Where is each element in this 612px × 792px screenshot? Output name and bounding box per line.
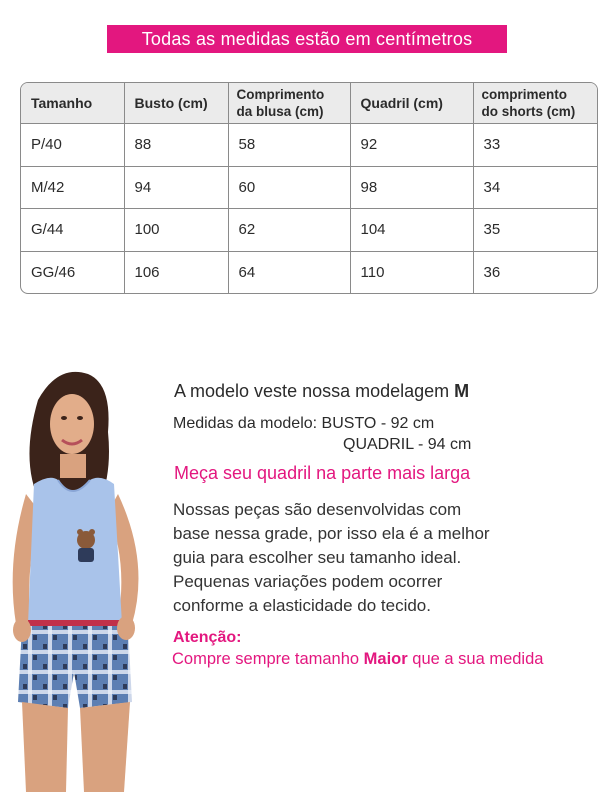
cell-shorts-length: 35 bbox=[473, 209, 597, 252]
cell-hip: 110 bbox=[350, 251, 473, 293]
description-line: conforme a elasticidade do tecido. bbox=[173, 596, 431, 615]
bust-measure: BUSTO - 92 cm bbox=[321, 415, 435, 432]
description-line: Nossas peças são desenvolvidas com bbox=[173, 500, 462, 519]
hip-measure: QUADRIL - 94 cm bbox=[343, 436, 472, 453]
table-row bbox=[21, 166, 597, 209]
header-size: Tamanho bbox=[21, 83, 124, 124]
model-size-value: M bbox=[454, 381, 470, 401]
size-table bbox=[21, 83, 597, 293]
cell-size: M/42 bbox=[21, 166, 124, 209]
size-advice: Compre sempre tamanho Maior que a sua medida bbox=[172, 650, 544, 668]
size-chart bbox=[20, 82, 598, 294]
table-header-row bbox=[21, 83, 597, 124]
model-measurements bbox=[173, 414, 472, 453]
sizing-description bbox=[173, 498, 553, 618]
cell-shorts-length: 36 bbox=[483, 263, 501, 281]
header-shorts-length: comprimento do shorts (cm) bbox=[473, 83, 597, 124]
header-bust: Busto (cm) bbox=[124, 83, 228, 124]
cell-bust: 88 bbox=[124, 124, 228, 167]
description-line: Pequenas variações podem ocorrer bbox=[173, 572, 443, 591]
model-size-title: A modelo veste nossa modelagem M bbox=[174, 381, 470, 401]
table-row bbox=[21, 251, 597, 293]
cell-hip: 104 bbox=[350, 209, 473, 252]
header-hip: Quadril (cm) bbox=[350, 83, 473, 124]
cell-bust: 94 bbox=[124, 166, 228, 209]
model-photo bbox=[0, 362, 170, 792]
measurements-label: Medidas da modelo: bbox=[173, 415, 318, 432]
description-line: guia para escolher seu tamanho ideal. bbox=[173, 548, 462, 567]
table-row bbox=[21, 124, 597, 167]
measurement-unit-banner: Todas as medidas estão em centímetros bbox=[107, 25, 507, 53]
cell-size: GG/46 bbox=[21, 251, 124, 293]
cell-top-length: 60 bbox=[228, 166, 350, 209]
cell-bust: 106 bbox=[124, 251, 228, 293]
cell-top-length: 62 bbox=[228, 209, 350, 252]
cell-shorts-length: 34 bbox=[473, 166, 597, 209]
cell-top-length: 64 bbox=[228, 251, 350, 293]
cell-shorts-length: 33 bbox=[473, 124, 597, 167]
cell-hip: 92 bbox=[350, 124, 473, 167]
attention-label: Atenção: bbox=[173, 629, 242, 646]
table-row bbox=[21, 209, 597, 252]
advice-emphasis: Maior bbox=[363, 650, 408, 668]
cell-top-length: 58 bbox=[228, 124, 350, 167]
hip-measuring-tip: Meça seu quadril na parte mais larga bbox=[174, 463, 471, 483]
header-top-length: Comprimento da blusa (cm) bbox=[228, 83, 350, 124]
cell-hip: 98 bbox=[350, 166, 473, 209]
description-line: base nessa grade, por isso ela é a melhor bbox=[173, 524, 490, 543]
cell-size: G/44 bbox=[21, 209, 124, 252]
cell-bust: 100 bbox=[124, 209, 228, 252]
cell-size: P/40 bbox=[21, 124, 124, 167]
